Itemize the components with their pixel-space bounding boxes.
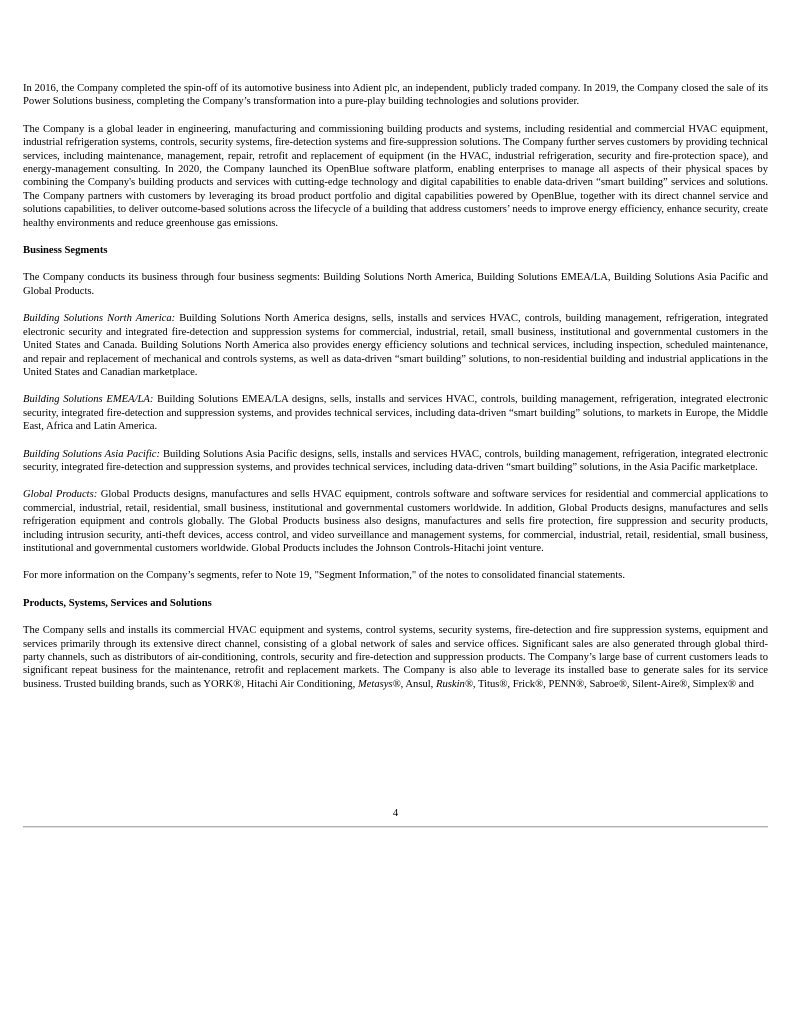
segment-description: Building Solutions North America designs, sells, installs and services HVAC, controls, building management, refrigeration, integrated electronic security and integrated fire-detection and suppression systems for commercial, industrial, retail, small business, institutional and governmental customers in the United States and Canada. Building Solutions North America also provides energy efficiency solutions and technical services, including inspection, scheduled maintenance, and repair and replacement of mechanical and controls systems, as well as data-driven “smart building” solutions, to non-residential building and industrial applications in the United States and Canadian marketplace. [23, 313, 768, 378]
segment-name: Building Solutions EMEA/LA: [23, 394, 154, 406]
segment-asia-pacific [23, 448, 768, 475]
products-heading: Products, Systems, Services and Solutions [23, 597, 212, 609]
segment-name: Global Products: [23, 489, 98, 501]
intro-paragraph-1: In 2016, the Company completed the spin-off of its automotive business into Adient plc, an independent, publicly traded company. In 2019, the Company closed the sale of its Power Solutions business, completing the Company’s transformation into a pure-play building technologies and solutions provider. [23, 83, 768, 108]
brand-ruskin: Ruskin® [435, 678, 473, 690]
business-segments-heading: Business Segments [23, 245, 108, 257]
segment-name: Building Solutions North America: [23, 313, 176, 325]
segment-description: Global Products designs, manufactures and sells HVAC equipment, controls software and software services for residential and commercial applications to commercial, industrial, retail, residential, small business, institutional and governmental customers worldwide. In addition, Global Products designs, manufactures and sells refrigeration equipment and controls globally. The Global Products business also designs, manufactures and sells fire protection, fire suppression and security products, including intrusion security, anti-theft devices, access control, and video surveillance and management systems, for commercial, industrial, retail, residential, small business, institutional and governmental customers worldwide. Global Products includes the Johnson Controls-Hitachi joint venture. [23, 489, 768, 554]
products-text-c: , Titus®, Frick®, PENN®, Sabroe®, Silent-Aire®, Simplex® and [472, 678, 754, 690]
products-paragraph [23, 624, 768, 691]
segment-description: Building Solutions Asia Pacific designs, sells, installs and services HVAC, controls, building management, refrigeration, integrated electronic security, integrated fire-detection and suppression systems, and provides technical services, including data-driven “smart building” solutions, in the Asia Pacific marketplace. [23, 448, 768, 473]
brand-metasys: Metasys® [357, 678, 401, 690]
intro-paragraph-2: The Company is a global leader in engineering, manufacturing and commissioning building products and systems, including residential and commercial HVAC equipment, industrial refrigeration systems, controls, security systems, fire-detection systems and fire-suppression solutions. The Company further serves customers by providing technical services, including maintenance, management, repair, retrofit and replacement of equipment (in the HVAC, industrial refrigeration, security and fire-protection space), and energy-management consulting. In 2020, the Company launched its OpenBlue software platform, enabling enterprises to manage all aspects of their physical spaces by combining the Company's building products and services with cutting-edge technology and digital capabilities to enable data-driven “smart building” services and solutions. The Company partners with customers by leveraging its broad product portfolio and digital capabilities powered by OpenBlue, together with its direct channel service and solutions capabilities, to deliver outcome-based solutions across the lifecycle of a building that address customers’ needs to improve energy efficiency, enhance security, create healthy environments and reduce greenhouse gas emissions. [23, 123, 768, 229]
footer-divider [23, 826, 768, 828]
segment-name: Building Solutions Asia Pacific: [23, 448, 160, 460]
business-segments-intro: The Company conducts its business through four business segments: Building Solutions North America, Building Solutions EMEA/LA, Building Solutions Asia Pacific and Global Products. [23, 272, 768, 297]
segment-emea-la [23, 393, 768, 433]
products-text-a: The Company sells and installs its commercial HVAC equipment and systems, control systems, security systems, fire-detection and fire suppression systems, equipment and services primarily through its extensive direct channel, consisting of a global network of sales and service offices. Significant sales are also generated through global third-party channels, such as distributors of air-conditioning, controls, security and fire-detection and suppression products. The Company’s large base of current customers leads to significant repeat business for the maintenance, retrofit and replacement markets. The Company is also able to leverage its installed base to generate sales for its service business. Trusted building brands, such as YORK®, Hitachi Air Conditioning, [23, 625, 768, 690]
segments-more-info: For more information on the Company’s segments, refer to Note 19, "Segment Information," of the notes to consolidated financial statements. [23, 570, 626, 582]
products-text-b: , Ansul, [400, 678, 436, 690]
document-body [23, 82, 768, 691]
segment-global-products [23, 488, 768, 555]
segment-description: Building Solutions EMEA/LA designs, sells, installs and services HVAC, controls, building management, refrigeration, integrated electronic security, integrated fire-detection and suppression systems, and provides technical services, including data-driven “smart building” solutions, to markets in Europe, the Middle East, Africa and Latin America. [23, 394, 768, 433]
segment-north-america [23, 312, 768, 379]
page-number: 4 [392, 808, 399, 819]
